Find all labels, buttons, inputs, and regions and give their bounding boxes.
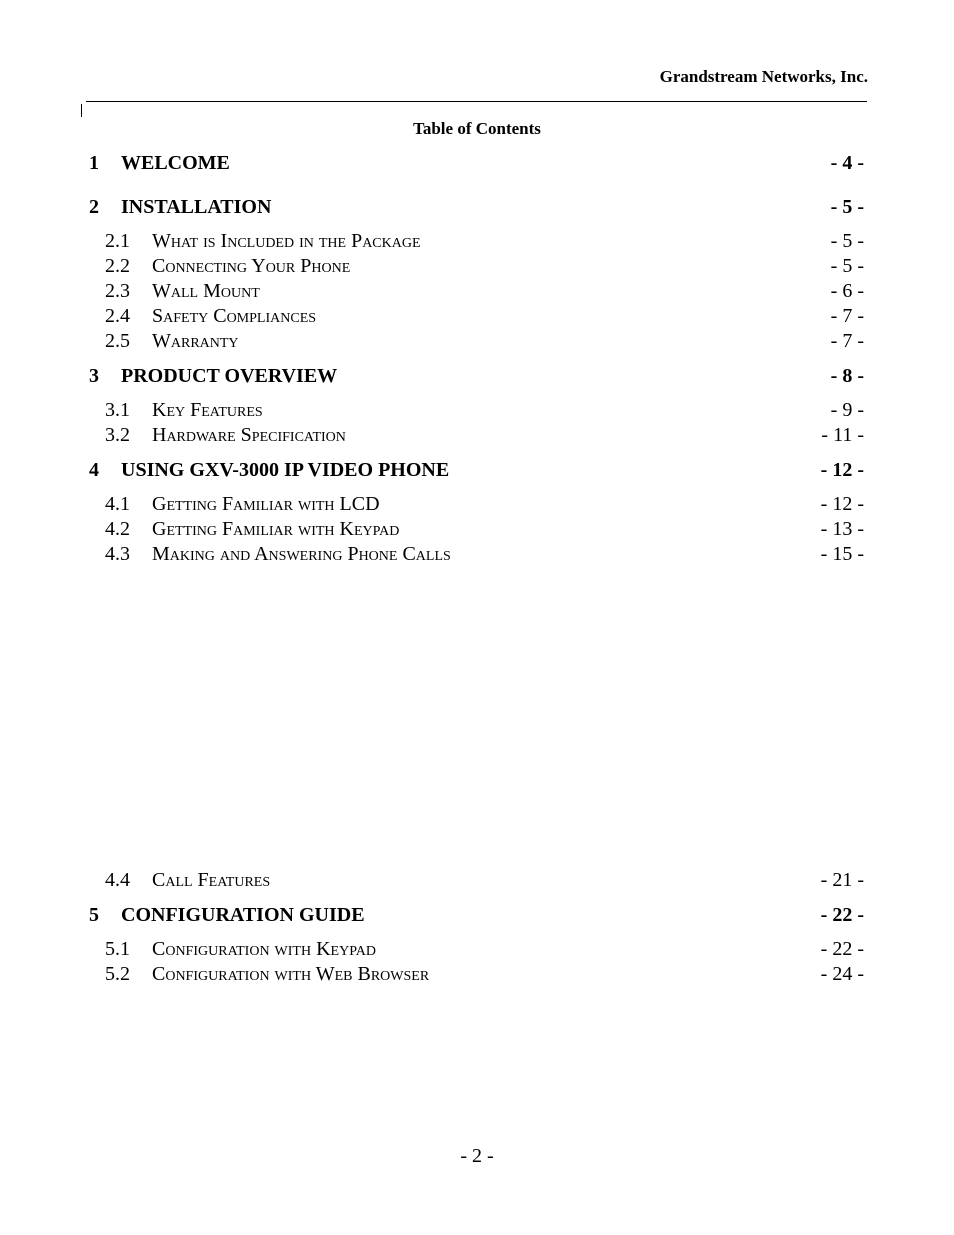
header-rule — [86, 101, 867, 102]
toc-number: 1 — [89, 152, 99, 174]
toc-page: - 5 - — [830, 230, 864, 252]
toc-entry-3[interactable] — [0, 363, 954, 389]
toc-entry-4[interactable] — [0, 457, 954, 483]
toc-page: - 7 - — [830, 330, 864, 352]
toc-number: 2.5 — [105, 330, 130, 352]
page-number: - 2 - — [460, 1145, 494, 1167]
toc-title: Table of Contents — [413, 119, 541, 138]
toc-number: 4 — [89, 459, 99, 481]
toc-page: - 12 - — [820, 493, 864, 515]
toc-label: Getting Familiar with Keypad — [152, 518, 400, 540]
margin-mark — [81, 104, 82, 117]
toc-number: 4.2 — [105, 518, 130, 540]
toc-entry-2-2[interactable] — [0, 253, 954, 279]
toc-label: Safety Compliances — [152, 305, 317, 327]
toc-label: Configuration with Keypad — [152, 938, 376, 960]
toc-page: - 22 - — [820, 938, 864, 960]
toc-page: - 5 - — [830, 196, 864, 218]
toc-label: Connecting Your Phone — [152, 255, 351, 277]
toc-label: Making and Answering Phone Calls — [152, 543, 451, 565]
toc-number: 2 — [89, 196, 99, 218]
toc-number: 5.2 — [105, 963, 130, 985]
toc-label: What is Included in the Package — [152, 230, 421, 252]
toc-number: 5 — [89, 904, 99, 926]
toc-number: 3.1 — [105, 399, 130, 421]
toc-page: - 13 - — [820, 518, 864, 540]
toc-entry-4-4[interactable] — [0, 867, 954, 893]
toc-entry-2[interactable] — [0, 194, 954, 220]
toc-page: - 24 - — [820, 963, 864, 985]
toc-entry-4-1[interactable] — [0, 491, 954, 517]
toc-number: 2.2 — [105, 255, 130, 277]
toc-entry-3-2[interactable] — [0, 422, 954, 448]
toc-label: WELCOME — [121, 152, 230, 174]
toc-entry-2-5[interactable] — [0, 328, 954, 354]
toc-page: - 8 - — [830, 365, 864, 387]
toc-number: 4.4 — [105, 869, 130, 891]
toc-page: - 12 - — [820, 459, 864, 481]
header-company: Grandstream Networks, Inc. — [659, 67, 868, 86]
toc-entry-1[interactable] — [0, 150, 954, 176]
toc-page: - 5 - — [830, 255, 864, 277]
toc-number: 2.4 — [105, 305, 130, 327]
toc-page: - 21 - — [820, 869, 864, 891]
toc-page: - 4 - — [830, 152, 864, 174]
toc-label: Hardware Specification — [152, 424, 346, 446]
toc-entry-5[interactable] — [0, 902, 954, 928]
toc-page: - 9 - — [830, 399, 864, 421]
toc-label: Call Features — [152, 869, 271, 891]
toc-label: Getting Familiar with LCD — [152, 493, 380, 515]
toc-label: INSTALLATION — [121, 196, 272, 218]
toc-entry-4-3[interactable] — [0, 541, 954, 567]
toc-number: 4.3 — [105, 543, 130, 565]
toc-page: - 15 - — [820, 543, 864, 565]
toc-label: Key Features — [152, 399, 263, 421]
toc-number: 4.1 — [105, 493, 130, 515]
toc-label: Warranty — [152, 330, 239, 352]
toc-page: - 6 - — [830, 280, 864, 302]
toc-number: 2.1 — [105, 230, 130, 252]
toc-entry-5-1[interactable] — [0, 936, 954, 962]
toc-label: CONFIGURATION GUIDE — [121, 904, 365, 926]
toc-number: 3.2 — [105, 424, 130, 446]
toc-entry-3-1[interactable] — [0, 397, 954, 423]
toc-number: 5.1 — [105, 938, 130, 960]
toc-page: - 7 - — [830, 305, 864, 327]
toc-label: PRODUCT OVERVIEW — [121, 365, 338, 387]
toc-page: - 22 - — [820, 904, 864, 926]
toc-entry-2-1[interactable] — [0, 228, 954, 254]
toc-page: - 11 - — [821, 424, 864, 446]
toc-entry-2-4[interactable] — [0, 303, 954, 329]
toc-entry-2-3[interactable] — [0, 278, 954, 304]
toc-number: 3 — [89, 365, 99, 387]
toc-entry-4-2[interactable] — [0, 516, 954, 542]
toc-number: 2.3 — [105, 280, 130, 302]
toc-label: Configuration with Web Browser — [152, 963, 430, 985]
toc-entry-5-2[interactable] — [0, 961, 954, 987]
toc-label: Wall Mount — [152, 280, 260, 302]
toc-label: USING GXV-3000 IP VIDEO PHONE — [121, 459, 450, 481]
